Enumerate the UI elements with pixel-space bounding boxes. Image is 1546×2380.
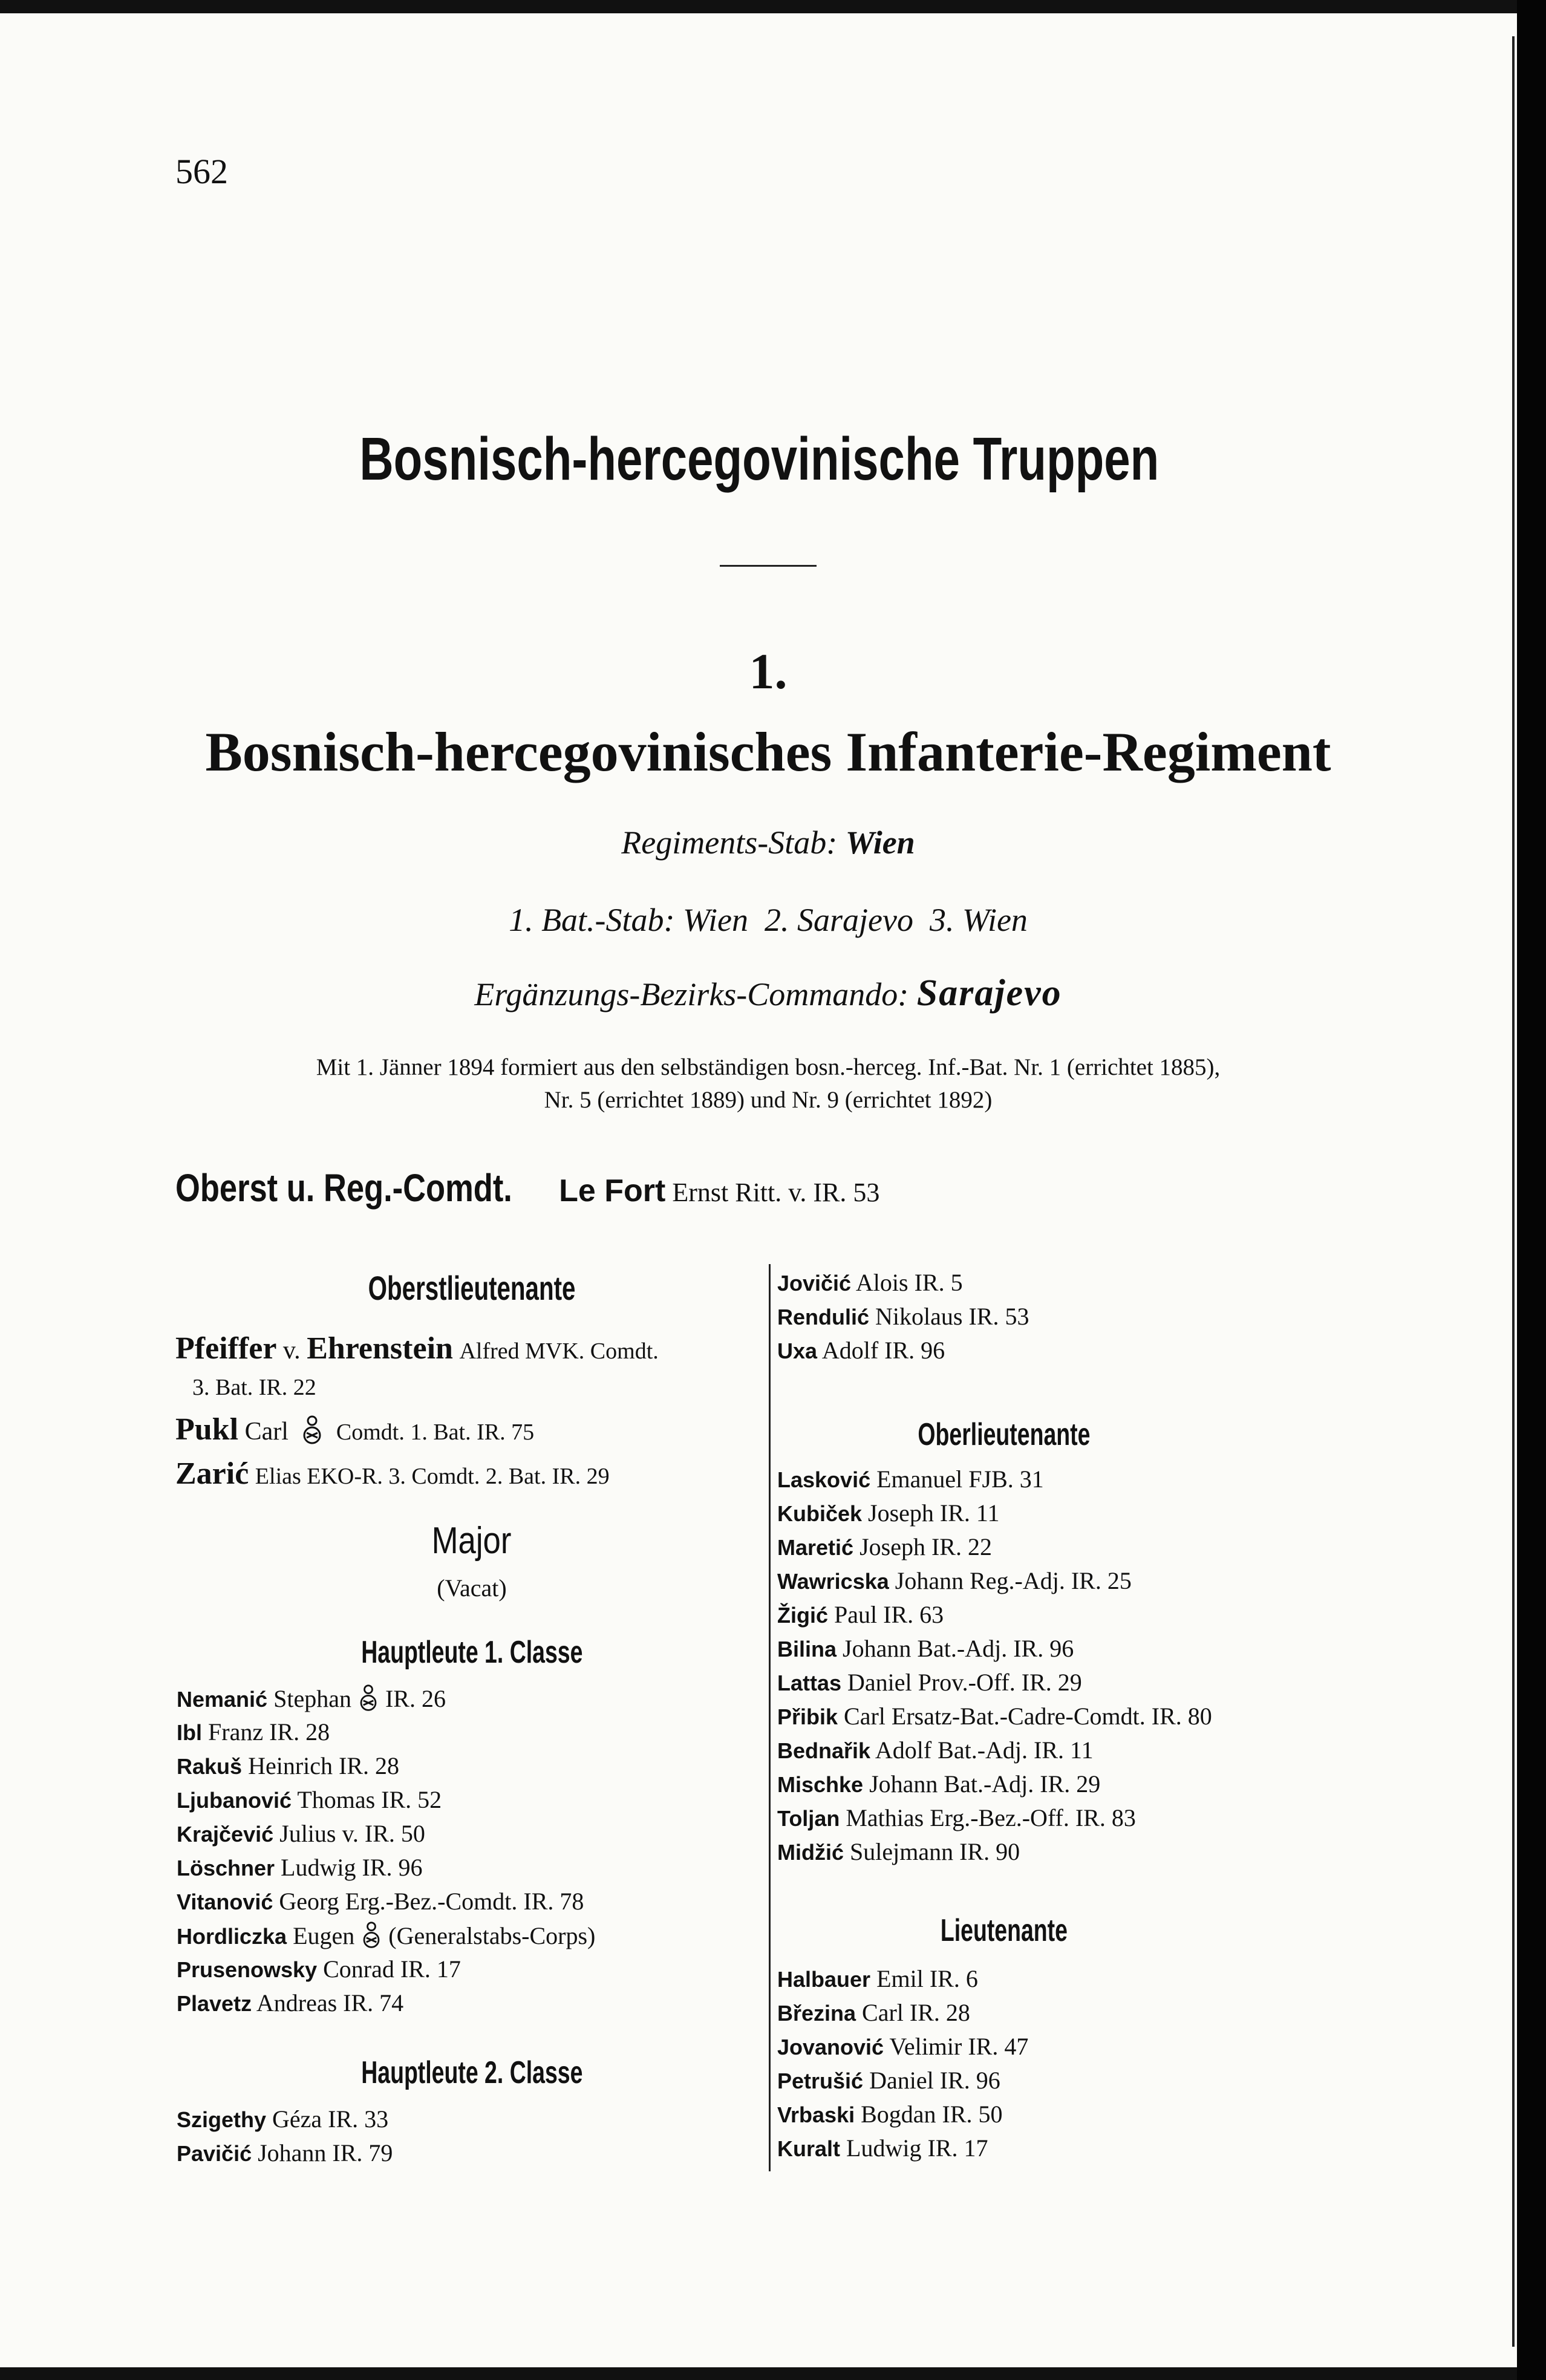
oberst-line <box>175 1166 879 1210</box>
scan-border <box>1517 0 1546 2380</box>
list-item <box>777 1736 1094 1764</box>
surname: Löschner <box>177 1856 275 1880</box>
entry-rest: Daniel IR. 96 <box>869 2067 1000 2094</box>
page-number: 562 <box>175 152 228 191</box>
entry-rest: Johann Bat.-Adj. IR. 96 <box>843 1635 1074 1662</box>
surname: Vrbaski <box>777 2102 855 2127</box>
lt-heading-wrap <box>774 1912 1234 1949</box>
entry-rest: Johann Reg.-Adj. IR. 25 <box>895 1567 1132 1594</box>
list-item <box>177 1989 403 2017</box>
entry-rest: Adolf IR. 96 <box>821 1337 945 1364</box>
surname: Kuralt <box>777 2136 841 2161</box>
entry-rest: Alois IR. 5 <box>855 1269 963 1296</box>
entry-rest: (Generalstabs-Corps) <box>388 1922 596 1950</box>
bat-stab: 1. Bat.-Stab: Wien 2. Sarajevo 3. Wien <box>509 902 1028 938</box>
entry-rest: Ludwig IR. 17 <box>846 2134 988 2162</box>
surname: Lasković <box>777 1467 871 1492</box>
entry-rest: Sulejmann IR. 90 <box>850 1838 1020 1865</box>
decoration-icon <box>359 1684 378 1719</box>
list-item <box>177 1752 399 1780</box>
surname: Wawricska <box>777 1569 889 1594</box>
list-item <box>777 1702 1212 1730</box>
surname: Uxa <box>777 1338 818 1363</box>
list-item <box>175 1456 610 1492</box>
hpt2-heading: Hauptleute 2. Classe <box>360 2055 583 2090</box>
entry-rest: Thomas IR. 52 <box>297 1786 442 1813</box>
list-item <box>777 2032 1028 2061</box>
list-item <box>777 1302 1029 1331</box>
column-divider <box>769 1264 771 2171</box>
entry-rest: Géza IR. 33 <box>272 2105 389 2133</box>
lt-heading: Lieutenante <box>940 1913 1068 1948</box>
major-heading-wrap <box>175 1519 768 1562</box>
entry-rest: Carl IR. 28 <box>862 1999 970 2026</box>
surname: Bilina <box>777 1637 837 1661</box>
list-item <box>777 1770 1100 1798</box>
list-item <box>777 1499 999 1527</box>
major-heading: Major <box>432 1520 512 1562</box>
entry-rest: Joseph IR. 11 <box>868 1499 1000 1527</box>
surname: Mischke <box>777 1772 864 1797</box>
list-item <box>777 2100 1003 2128</box>
list-item <box>177 1718 330 1746</box>
entry-rest: Elias EKO-R. 3. Comdt. 2. Bat. IR. 29 <box>255 1464 610 1489</box>
surname: Toljan <box>777 1806 840 1831</box>
list-item <box>777 1600 944 1629</box>
surname: Halbauer <box>777 1967 871 1992</box>
first-name: Stephan <box>273 1685 351 1713</box>
regiment-name: Bosnisch-hercegovinisches Infanterie-Regiment <box>205 721 1331 783</box>
obl-heading: Oberstlieutenante <box>368 1269 576 1307</box>
entry-rest: Nikolaus IR. 53 <box>875 1303 1029 1330</box>
list-item <box>777 1268 963 1297</box>
entry-rest: Emanuel FJB. 31 <box>876 1465 1044 1493</box>
list-item <box>177 2105 388 2133</box>
entry-rest: Ludwig IR. 96 <box>281 1854 423 1881</box>
title-divider <box>720 565 817 567</box>
first-name: Carl <box>244 1418 289 1446</box>
oberst-surname: Le Fort <box>559 1173 666 1208</box>
decoration-icon <box>362 1921 381 1956</box>
oberst-rest: Ernst Ritt. v. IR. 53 <box>672 1178 880 1207</box>
obl-heading-wrap <box>175 1268 768 1308</box>
list-item <box>175 1331 659 1366</box>
entry-rest: Comdt. 1. Bat. IR. 75 <box>336 1420 535 1445</box>
formation-note-1: Mit 1. Jänner 1894 formiert aus den selbständigen bosn.-herceg. Inf.-Bat. Nr. 1 (errichtet 1885), <box>316 1054 1221 1080</box>
list-item <box>177 1853 422 1882</box>
surname: Rendulić <box>777 1305 870 1329</box>
entry-rest: Mathias Erg.-Bez.-Off. IR. 83 <box>846 1804 1136 1831</box>
entry-rest: Joseph IR. 22 <box>859 1533 992 1560</box>
list-item <box>777 1668 1082 1697</box>
entry-rest: Bogdan IR. 50 <box>861 2101 1003 2128</box>
list-item <box>777 1998 970 2027</box>
entry-rest: Conrad IR. 17 <box>323 1955 461 1983</box>
first-name: Eugen <box>293 1922 355 1950</box>
list-item <box>177 1955 461 1983</box>
formation-note-2: Nr. 5 (errichtet 1889) und Nr. 9 (errichtet 1892) <box>544 1087 993 1113</box>
surname: Bednařik <box>777 1738 871 1763</box>
hpt1-heading-wrap <box>175 1634 768 1671</box>
surname: Petrušić <box>777 2069 864 2093</box>
regiments-stab <box>0 824 1536 861</box>
surname: Plavetz <box>177 1991 252 2016</box>
entry-rest: Daniel Prov.-Off. IR. 29 <box>847 1669 1082 1696</box>
ergaenzungs-commando <box>0 972 1536 1015</box>
page <box>0 13 1517 2367</box>
surname: Krajčević <box>177 1822 274 1847</box>
entry-rest: Heinrich IR. 28 <box>248 1752 400 1779</box>
page-edge <box>1512 36 1515 2347</box>
list-item <box>777 1567 1132 1595</box>
surname: Rakuš <box>177 1754 243 1779</box>
list-item <box>777 1533 992 1561</box>
surname: Hordliczka <box>177 1924 287 1949</box>
hpt1-heading: Hauptleute 1. Classe <box>360 1635 583 1670</box>
surname: Lattas <box>777 1671 842 1695</box>
surname: Žigić <box>777 1603 829 1628</box>
surname: Jovičić <box>777 1271 852 1296</box>
entry-rest: Georg Erg.-Bez.-Comdt. IR. 78 <box>279 1888 584 1915</box>
erg-label: Ergänzungs-Bezirks-Commando: <box>474 976 909 1012</box>
list-item <box>777 1964 978 1993</box>
list-item <box>177 1921 595 1956</box>
surname: Ehrenstein <box>307 1331 453 1366</box>
list-item <box>177 1785 442 1814</box>
entry-rest: Adolf Bat.-Adj. IR. 11 <box>875 1736 1094 1764</box>
list-item <box>777 2134 988 2162</box>
list-item <box>175 1412 534 1453</box>
surname: Pavičić <box>177 2141 252 2166</box>
oberst-rank: Oberst u. Reg.-Comdt. <box>175 1166 512 1210</box>
surname: Vitanović <box>177 1889 273 1914</box>
stab-place: Wien <box>845 824 915 861</box>
list-item <box>777 1465 1044 1493</box>
major-vacat: (Vacat) <box>437 1574 507 1602</box>
surname: Szigethy <box>177 2107 267 2132</box>
hpt2-heading-wrap <box>175 2055 768 2091</box>
entry-rest: Johann IR. 79 <box>258 2139 393 2166</box>
stab-label: Regiments-Stab: <box>621 824 838 861</box>
entry-rest: IR. 26 <box>385 1685 446 1713</box>
decoration-icon <box>302 1415 322 1453</box>
list-item <box>177 2139 393 2167</box>
entry-rest: Carl Ersatz-Bat.-Cadre-Comdt. IR. 80 <box>844 1703 1212 1730</box>
entry-rest: Johann Bat.-Adj. IR. 29 <box>869 1770 1101 1798</box>
list-item <box>777 1804 1136 1832</box>
entry-rest: Julius v. IR. 50 <box>279 1820 425 1847</box>
olt-heading: Oberlieutenante <box>918 1417 1091 1452</box>
surname: Midžić <box>777 1840 844 1865</box>
list-item: 3. Bat. IR. 22 <box>192 1375 316 1400</box>
entry-rest: Emil IR. 6 <box>876 1965 978 1992</box>
entry-rest: Alfred MVK. Comdt. <box>459 1338 659 1364</box>
surname: Pukl <box>175 1412 239 1447</box>
surname: Přibik <box>777 1704 838 1729</box>
surname: Ljubanović <box>177 1788 292 1813</box>
particle: v. <box>282 1337 301 1364</box>
list-item <box>777 1837 1020 1866</box>
surname: Březina <box>777 2001 856 2026</box>
surname: Maretić <box>777 1535 854 1560</box>
entry-rest: Paul IR. 63 <box>834 1601 944 1628</box>
entry-rest: Velimir IR. 47 <box>889 2033 1029 2060</box>
surname: Jovanović <box>777 2035 884 2059</box>
list-item <box>177 1887 584 1915</box>
list-item <box>777 1634 1074 1663</box>
list-item <box>777 1336 945 1364</box>
surname: Prusenowsky <box>177 1957 318 1982</box>
list-item <box>177 1684 446 1719</box>
entry-rest: Franz IR. 28 <box>208 1718 330 1746</box>
regiment-number: 1. <box>749 644 788 700</box>
entry-rest: Andreas IR. 74 <box>256 1989 404 2016</box>
page-title: Bosnisch-hercegovinische Truppen <box>359 425 1160 493</box>
erg-place: Sarajevo <box>916 973 1062 1014</box>
list-item <box>177 1819 425 1848</box>
surname: Nemanić <box>177 1687 268 1712</box>
surname: Pfeiffer <box>175 1331 277 1366</box>
list-item <box>777 2066 1000 2095</box>
olt-heading-wrap <box>774 1417 1234 1453</box>
surname: Ibl <box>177 1720 202 1745</box>
surname: Kubiček <box>777 1501 863 1526</box>
surname: Zarić <box>175 1456 249 1491</box>
